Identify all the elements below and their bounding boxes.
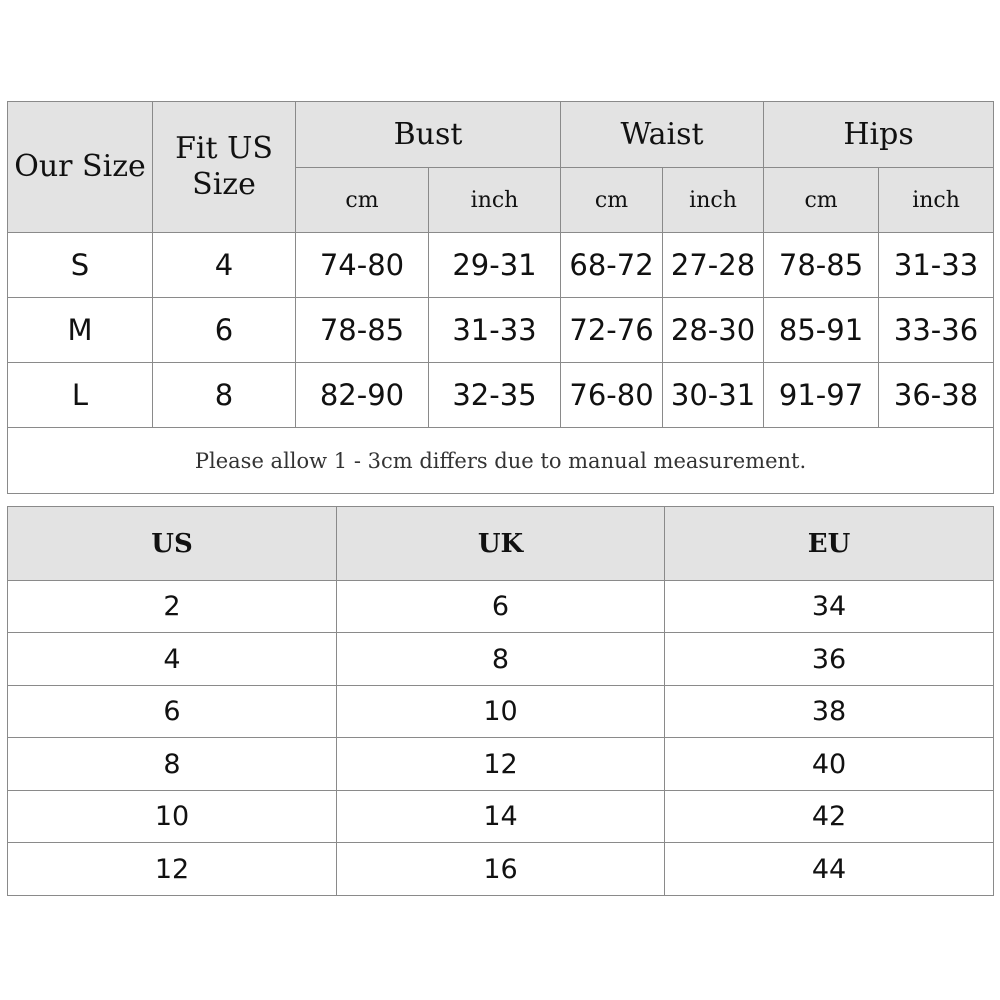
table-cell: 74-80	[296, 233, 429, 298]
table-row	[8, 633, 994, 686]
table-cell: 16	[337, 843, 665, 896]
table-cell: 8	[8, 738, 337, 791]
table-cell: 82-90	[296, 363, 429, 428]
table-row	[8, 843, 994, 896]
unit-header: cm	[561, 168, 663, 233]
unit-header: inch	[429, 168, 561, 233]
table-cell: M	[8, 298, 153, 363]
table-cell: 85-91	[764, 298, 879, 363]
table-row	[8, 738, 994, 791]
table-cell: 42	[665, 791, 994, 843]
table-cell: 14	[337, 791, 665, 843]
header-us: US	[8, 507, 337, 581]
measurement-note: Please allow 1 - 3cm differs due to manual measurement.	[8, 428, 994, 494]
table-row	[8, 363, 994, 428]
table-cell: 78-85	[296, 298, 429, 363]
table-cell: 30-31	[663, 363, 764, 428]
table-cell: 8	[153, 363, 296, 428]
table-cell: 78-85	[764, 233, 879, 298]
table-cell: 31-33	[879, 233, 994, 298]
table-cell: 33-36	[879, 298, 994, 363]
table-cell: 27-28	[663, 233, 764, 298]
table-cell: 76-80	[561, 363, 663, 428]
header-bust: Bust	[296, 102, 561, 168]
table-cell: 34	[665, 581, 994, 633]
table-row	[8, 686, 994, 738]
size-conversion-table	[7, 506, 994, 896]
table-cell: 31-33	[429, 298, 561, 363]
unit-header: cm	[764, 168, 879, 233]
table-cell: S	[8, 233, 153, 298]
table-cell: L	[8, 363, 153, 428]
table-cell: 29-31	[429, 233, 561, 298]
table-cell: 44	[665, 843, 994, 896]
header-uk: UK	[337, 507, 665, 581]
table-cell: 40	[665, 738, 994, 791]
table-cell: 4	[8, 633, 337, 686]
header-hips: Hips	[764, 102, 994, 168]
table-cell: 6	[153, 298, 296, 363]
table-cell: 36-38	[879, 363, 994, 428]
size-chart-table	[7, 101, 994, 494]
table-cell: 28-30	[663, 298, 764, 363]
table-cell: 72-76	[561, 298, 663, 363]
header-waist: Waist	[561, 102, 764, 168]
table-cell: 36	[665, 633, 994, 686]
table-cell: 38	[665, 686, 994, 738]
unit-header: inch	[879, 168, 994, 233]
table-cell: 6	[337, 581, 665, 633]
table-cell: 4	[153, 233, 296, 298]
table-cell: 91-97	[764, 363, 879, 428]
table-cell: 68-72	[561, 233, 663, 298]
table-cell: 2	[8, 581, 337, 633]
table-cell: 10	[8, 791, 337, 843]
table-row	[8, 298, 994, 363]
table-cell: 10	[337, 686, 665, 738]
table-cell: 6	[8, 686, 337, 738]
table-row	[8, 581, 994, 633]
table-row	[8, 791, 994, 843]
header-our-size: Our Size	[8, 102, 153, 233]
table-cell: 32-35	[429, 363, 561, 428]
unit-header: inch	[663, 168, 764, 233]
header-fit-us-size: Fit US Size	[153, 102, 296, 233]
unit-header: cm	[296, 168, 429, 233]
header-eu: EU	[665, 507, 994, 581]
table-cell: 12	[8, 843, 337, 896]
table-cell: 8	[337, 633, 665, 686]
table-row	[8, 233, 994, 298]
table-cell: 12	[337, 738, 665, 791]
